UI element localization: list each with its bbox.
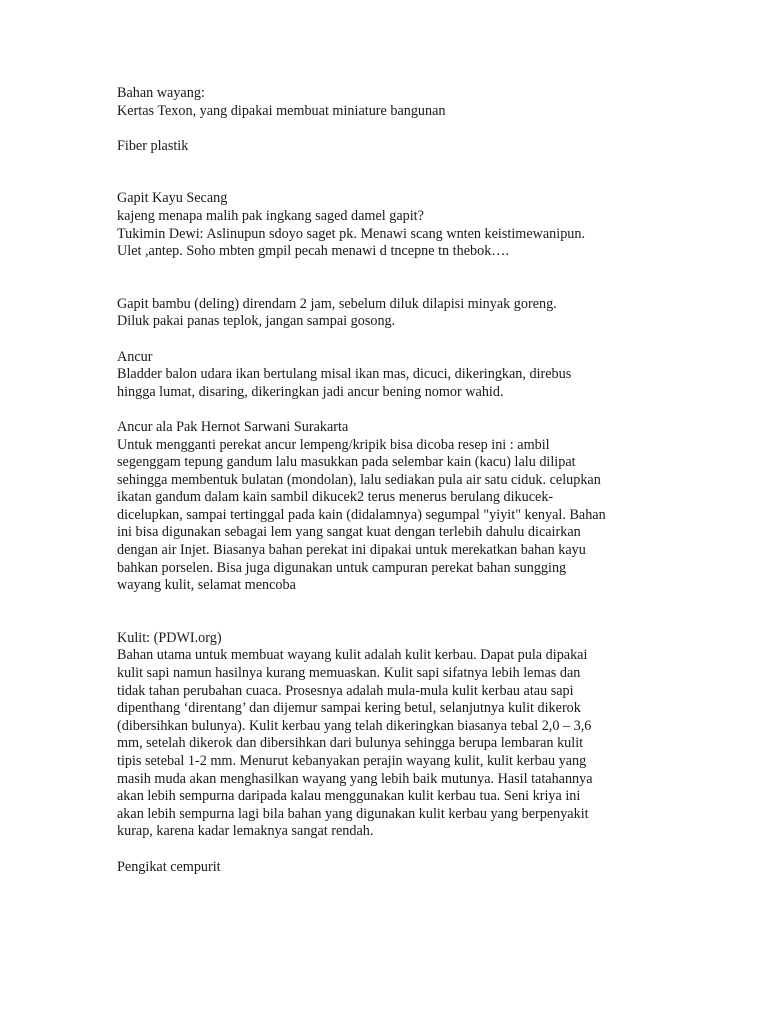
section-kulit [117, 630, 637, 841]
text-line: ini bisa digunakan sebagai lem yang sangat kuat dengan terlebih dahulu dicairkan [117, 524, 581, 541]
text-line: mm, setelah dikerok dan dibersihkan dari bulunya sehingga berupa lembaran kulit [117, 735, 584, 752]
text-line: masih muda akan menghasilkan wayang yang lebih baik mutunya. Hasil tatahannya [117, 770, 593, 787]
heading-fiber-plastik: Fiber plastik [117, 137, 189, 154]
section-gapit-bambu [117, 296, 637, 331]
text-line: wayang kulit, selamat mencoba [117, 577, 296, 594]
heading-gapit-kayu-secang: Gapit Kayu Secang [117, 190, 228, 207]
text-line: dipenthang ‘direntang’ dan dijemur sampai kering betul, selanjutnya kulit dikerok [117, 700, 581, 717]
text-line: Bahan utama untuk membuat wayang kulit adalah kulit kerbau. Dapat pula dipakai [117, 647, 588, 664]
text-line: hingga lumat, disaring, dikeringkan jadi ancur bening nomor wahid. [117, 383, 504, 400]
text-line: ikatan gandum dalam kain sambil dikucek2 terus menerus berulang dikucek- [117, 489, 554, 506]
text-line: tipis setebal 1-2 mm. Menurut kebanyakan perajin wayang kulit, kulit kerbau yang [117, 753, 587, 769]
text-line: Tukimin Dewi: Aslinupun sdoyo saget pk. Menawi scang wnten keistimewanipun. [117, 225, 586, 242]
heading-bahan-wayang: Bahan wayang: [117, 85, 205, 101]
document-page [117, 85, 637, 876]
text-line: bahkan porselen. Bisa juga digunakan untuk campuran perekat bahan sungging [117, 559, 567, 576]
text-line: Untuk mengganti perekat ancur lempeng/kripik bisa dicoba resep ini : ambil [117, 436, 550, 453]
heading-kulit: Kulit: (PDWI.org) [117, 629, 222, 646]
text-line: kajeng menapa malih pak ingkang saged damel gapit? [117, 207, 424, 224]
text-line: kulit sapi namun hasilnya kurang memuaskan. Kulit sapi sifatnya lebih lemas dan [117, 665, 581, 682]
heading-ancur-hernot: Ancur ala Pak Hernot Sarwani Surakarta [117, 418, 349, 435]
section-bahan-wayang [117, 85, 637, 120]
text-line: sehingga membentuk bulatan (mondolan), lalu sediakan pula air satu ciduk. celupkan [117, 471, 601, 488]
text-line: Bladder balon udara ikan bertulang misal ikan mas, dicuci, dikeringkan, direbus [117, 366, 572, 383]
text-line: Ulet ,antep. Soho mbten gmpil pecah menawi d tncepne tn thebok…. [117, 243, 510, 260]
text-line: segenggam tepung gandum lalu masukkan pada selembar kain (kacu) lalu dilipat [117, 454, 576, 471]
text-line: tidak tahan perubahan cuaca. Prosesnya adalah mula-mula kulit kerbau atau sapi [117, 682, 574, 699]
text-line: Kertas Texon, yang dipakai membuat miniature bangunan [117, 102, 446, 119]
text-line: dicelupkan, sampai tertinggal pada kain (didalamnya) segumpal "yiyit" kenyal. Bahan [117, 506, 606, 523]
text-line: dengan air Injet. Biasanya bahan perekat ini dipakai untuk merekatkan bahan kayu [117, 542, 586, 559]
text-line: (dibersihkan bulunya). Kulit kerbau yang telah dikeringkan biasanya tebal 2,0 – 3,6 [117, 717, 592, 734]
text-line: Diluk pakai panas teplok, jangan sampai gosong. [117, 313, 396, 330]
text-line: akan lebih sempurna daripada kalau menggunakan kulit kerbau tua. Seni kriya ini [117, 788, 581, 805]
section-ancur-hernot [117, 419, 637, 595]
heading-pengikat-cempurit: Pengikat cempurit [117, 858, 221, 875]
section-ancur [117, 349, 637, 402]
text-line: Gapit bambu (deling) direndam 2 jam, sebelum diluk dilapisi minyak goreng. [117, 295, 557, 312]
text-line: akan lebih sempurna lagi bila bahan yang digunakan kulit kerbau yang berpenyakit [117, 805, 589, 822]
section-gapit-kayu-secang [117, 190, 637, 260]
text-line: kurap, karena kadar lemaknya sangat rendah. [117, 823, 374, 840]
heading-ancur: Ancur [117, 348, 153, 365]
